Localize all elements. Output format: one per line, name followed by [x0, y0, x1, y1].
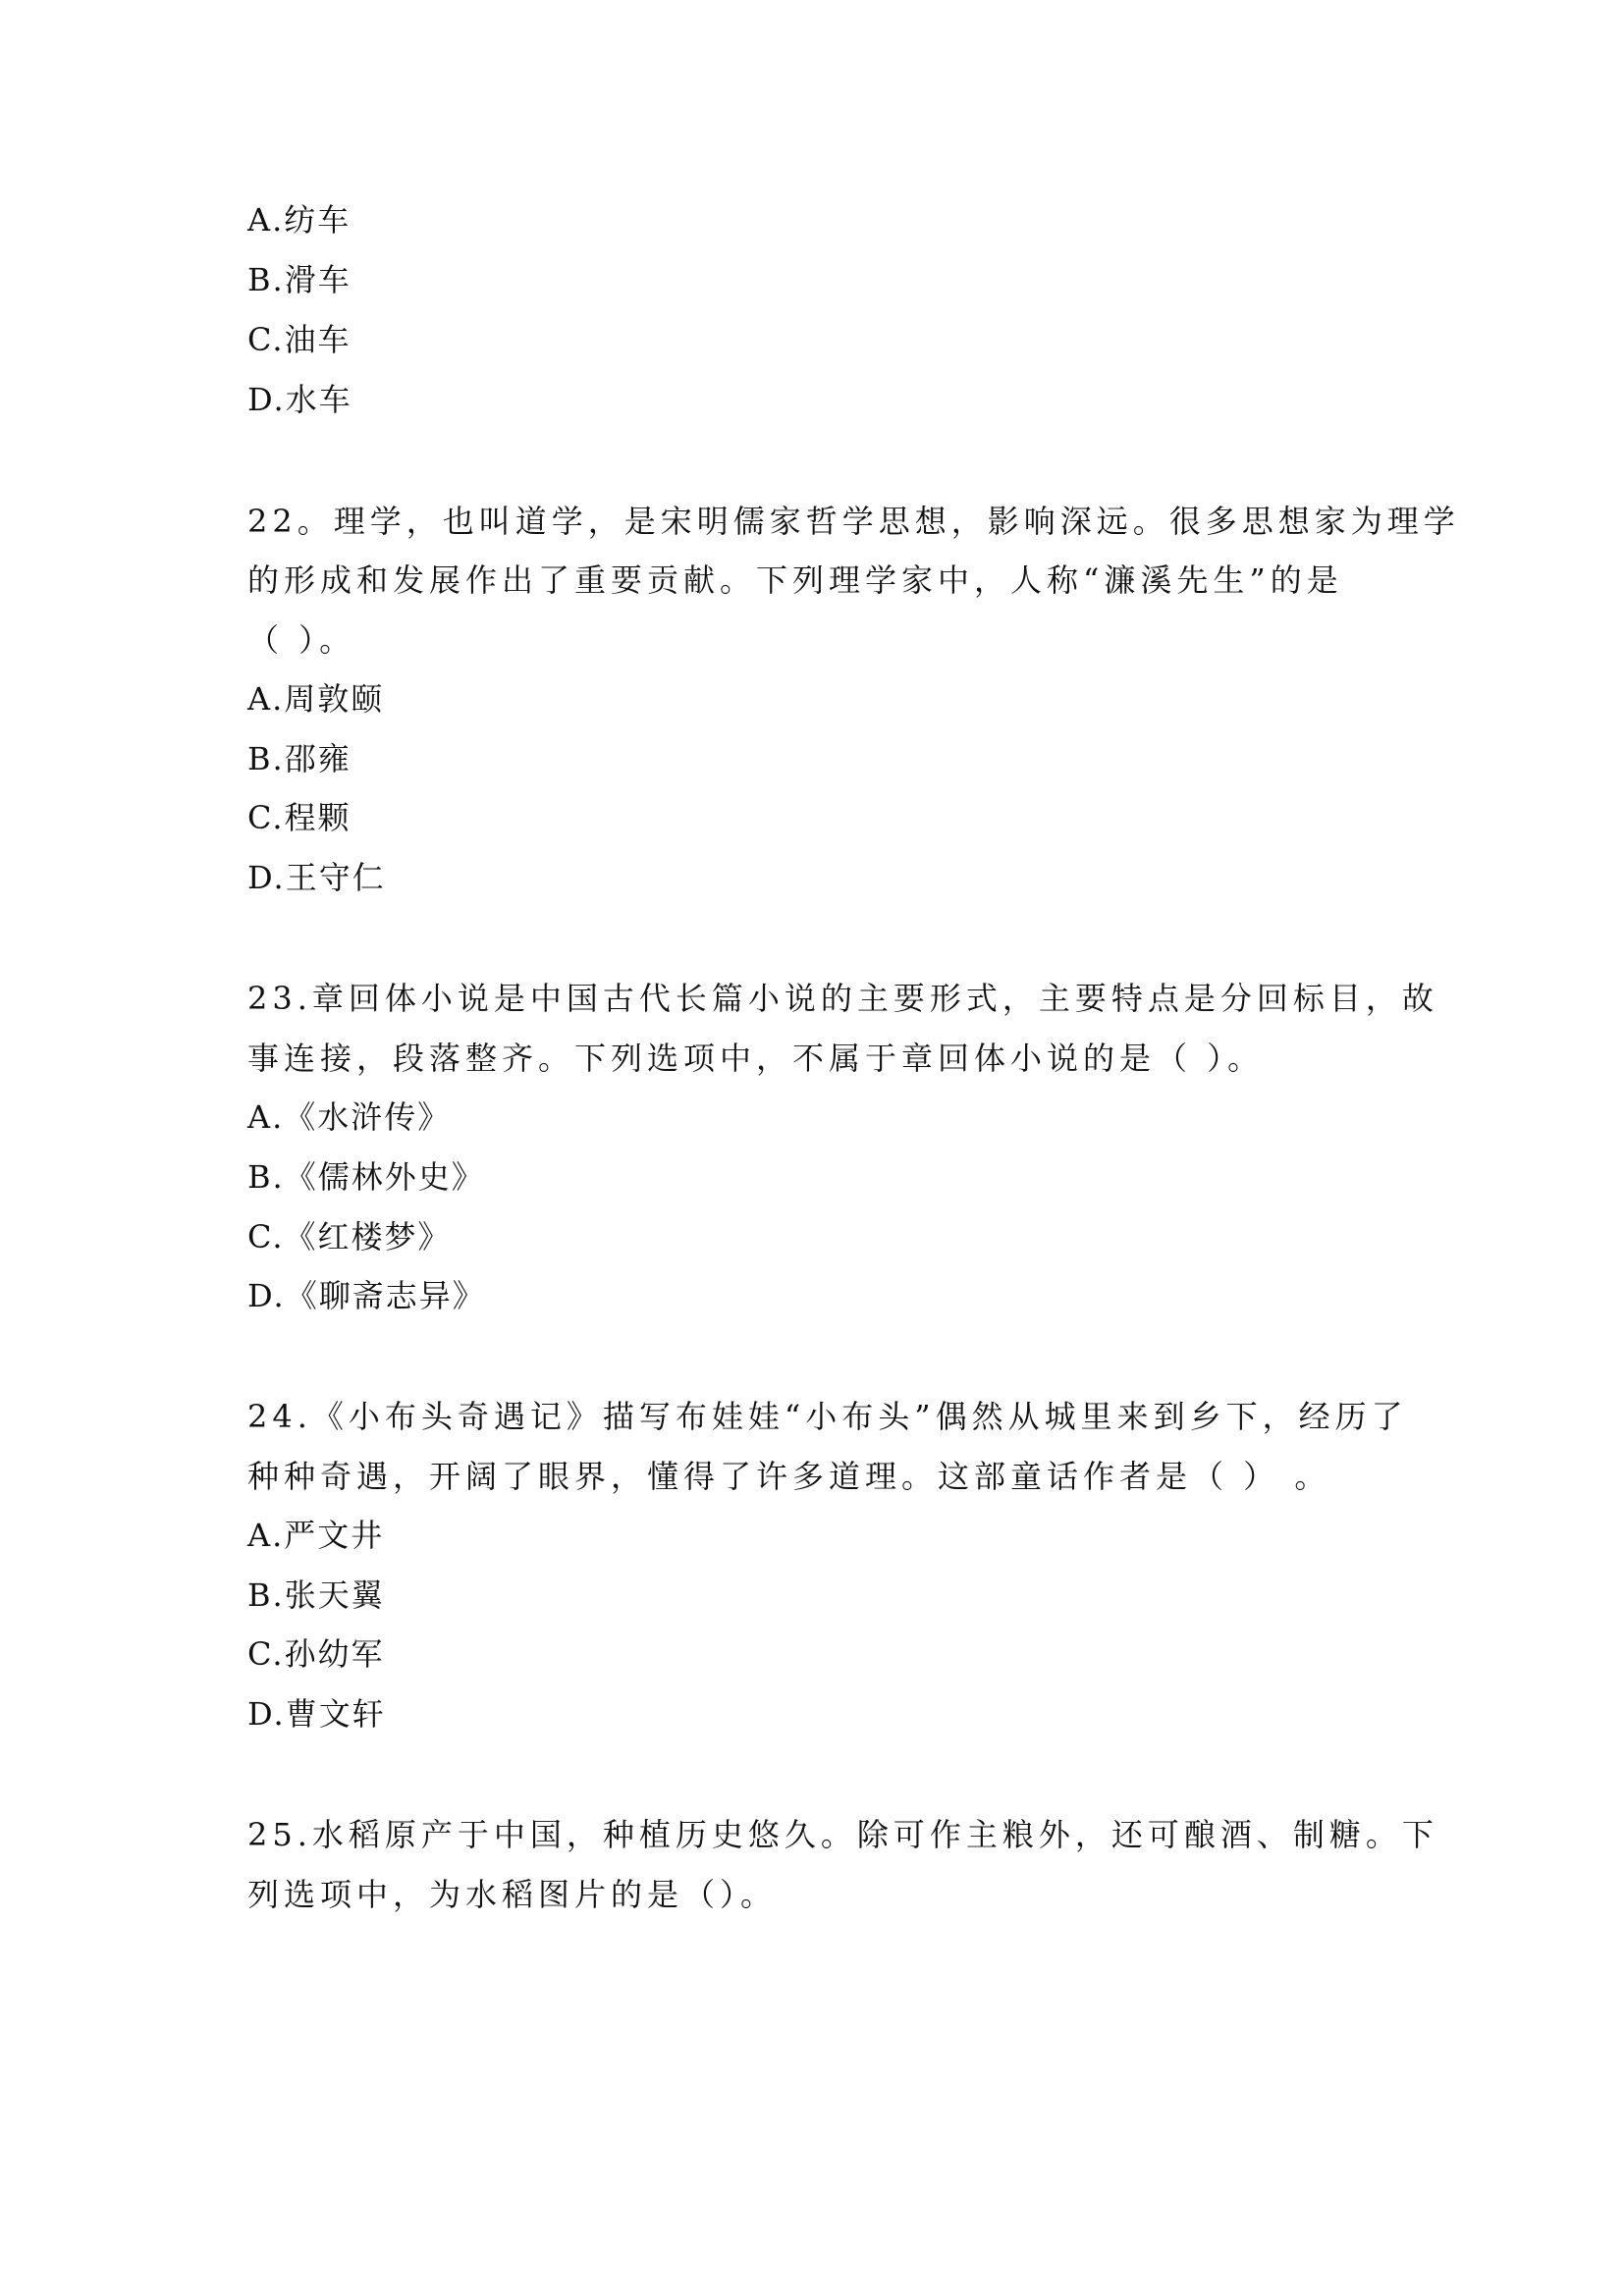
question-stem-line: 的形成和发展作出了重要贡献。下列理学家中，人称“濂溪先生”的是 [247, 561, 1343, 599]
question-stem-line: 24.《小布头奇遇记》描写布娃娃“小布头”偶然从城里来到乡下，经历了 [247, 1398, 1408, 1435]
option-d: D.曹文轩 [247, 1695, 386, 1733]
option-a: A.《水浒传》 [247, 1098, 452, 1136]
question-stem-line: 23.章回体小说是中国古代长篇小说的主要形式，主要特点是分回标目，故 [247, 980, 1438, 1017]
question-stem-line: 种种奇遇，开阔了眼界，懂得了许多道理。这部童话作者是（ ） 。 [247, 1458, 1331, 1495]
document-page [247, 0, 1460, 2296]
question-stem-line: 事连接，段落整齐。下列选项中，不属于章回体小说的是（ ）。 [247, 1040, 1265, 1077]
option-d: D.王守仁 [247, 859, 386, 896]
question-stem-line: 列选项中，为水稻图片的是（）。 [247, 1876, 778, 1913]
option-b: B.张天翼 [247, 1576, 385, 1614]
option-a: A.周敦颐 [247, 680, 385, 718]
question-stem-line: （ ）。 [247, 621, 356, 659]
option-a: A.纺车 [247, 201, 352, 239]
option-c: C.油车 [247, 321, 352, 358]
option-d: D.《聊斋志异》 [247, 1277, 486, 1314]
option-b: B.滑车 [247, 261, 352, 298]
option-c: C.孙幼军 [247, 1635, 385, 1673]
option-b: B.邵雍 [247, 740, 352, 777]
question-stem-line: 25.水稻原产于中国，种植历史悠久。除可作主粮外，还可酿酒、制糖。下 [247, 1816, 1438, 1853]
option-c: C.《红楼梦》 [247, 1218, 452, 1255]
option-b: B.《儒林外史》 [247, 1158, 485, 1196]
option-c: C.程颗 [247, 799, 352, 836]
question-stem-line: 22。理学，也叫道学，是宋明儒家哲学思想，影响深远。很多思想家为理学 [247, 503, 1460, 540]
option-d: D.水车 [247, 381, 352, 418]
option-a: A.严文井 [247, 1517, 385, 1554]
